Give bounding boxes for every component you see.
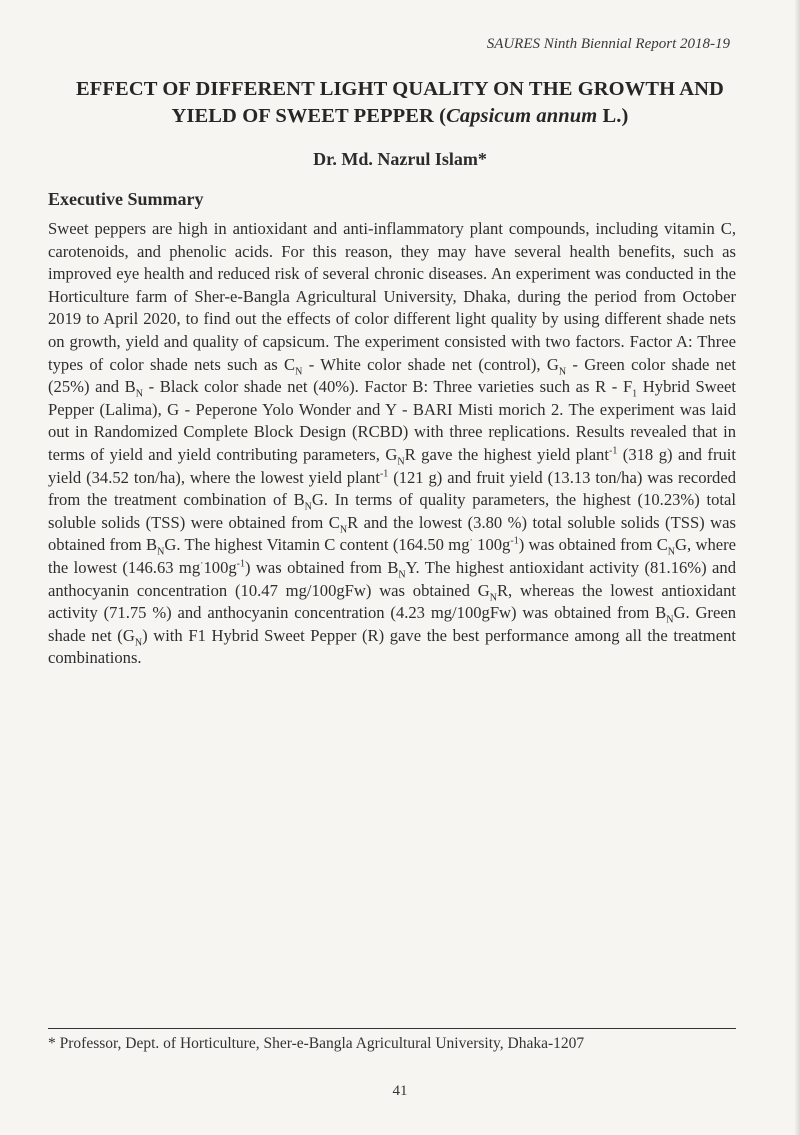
executive-summary-text: Sweet peppers are high in antioxidant and anti-inflammatory plant compounds, including vitamin C, carotenoids, and phenolic acids. For this reason, they may have several health benefits, such as improved eye health and reduced risk of several chronic diseases. An experiment was conducted in the Horticulture farm of Sher-e-Bangla Agricultural University, Dhaka, during the period from October 2019 to April 2020, to find out the effects of color different light quality by using different shade nets on growth, yield and quality of capsicum. The experiment consisted with two factors. Factor A: Three types of color shade nets such as $C_N$ - White color shade net (control), $G_N$ - Green color shade net (25%) and $B_N$ - Black color shade net (40%). Factor B: Three varieties such as R - $F_1$ Hybrid Sweet Pepper (Lalima), G - Peperone Yolo Wonder and Y - BARI Misti morich 2. The experiment was laid out in Randomized Complete Block Design (RCBD) with three replications. Results revealed that in terms of yield and yield contributing parameters, $G_NR$ gave the highest yield plant$^{-1}$ (318 g) and fruit yield (34.52 ton/ha), where the lowest yield plant$^{-1}$ (121 g) and fruit yield (13.13 ton/ha) was recorded from the treatment combination of $B_NG$. In terms of quality parameters, the highest (10.23%) total soluble solids (TSS) were obtained from $C_NR$ and the lowest (3.80 %) total soluble solids (TSS) was obtained from $B_NG$. The highest Vitamin C content (164.50 mg· $100g^{-1}$) was obtained from $C_NG$, where the lowest (146.63 $mg^\cdot 100g^{-1}$) was obtained from $B_NY$. The highest antioxidant activity (81.16%) and anthocyanin concentration (10.47 mg/100gFw) was obtained $G_NR$, whereas the lowest antioxidant activity (71.75 %) and anthocyanin concentration (4.23 mg/100gFw) was obtained from $B_NG$. Green shade net $(G_N)$ with F1 Hybrid Sweet Pepper (R) gave the best performance among all the treatment combinations. (48, 219, 737, 668)
title-line-2-prefix: YIELD OF SWEET PEPPER ( (171, 105, 447, 127)
page-number: 41 (392, 1083, 408, 1099)
title-line-1: EFFECT OF DIFFERENT LIGHT QUALITY ON THE GROWTH AND (76, 78, 724, 100)
author-name: Dr. Md. Nazrul Islam* (313, 149, 487, 169)
species-name: Capsicum annum (446, 105, 598, 127)
article-title (48, 76, 752, 130)
author-affiliation-footnote: * Professor, Dept. of Horticulture, Sher-e-Bangla Agricultural University, Dhaka-1207 (48, 1035, 585, 1052)
footnote-divider (48, 1028, 736, 1029)
section-heading: Executive Summary (48, 189, 204, 209)
title-line-2-suffix: L.) (597, 105, 629, 127)
scan-edge-shadow (794, 0, 800, 1135)
running-header: SAURES Ninth Biennial Report 2018-19 (486, 36, 730, 52)
